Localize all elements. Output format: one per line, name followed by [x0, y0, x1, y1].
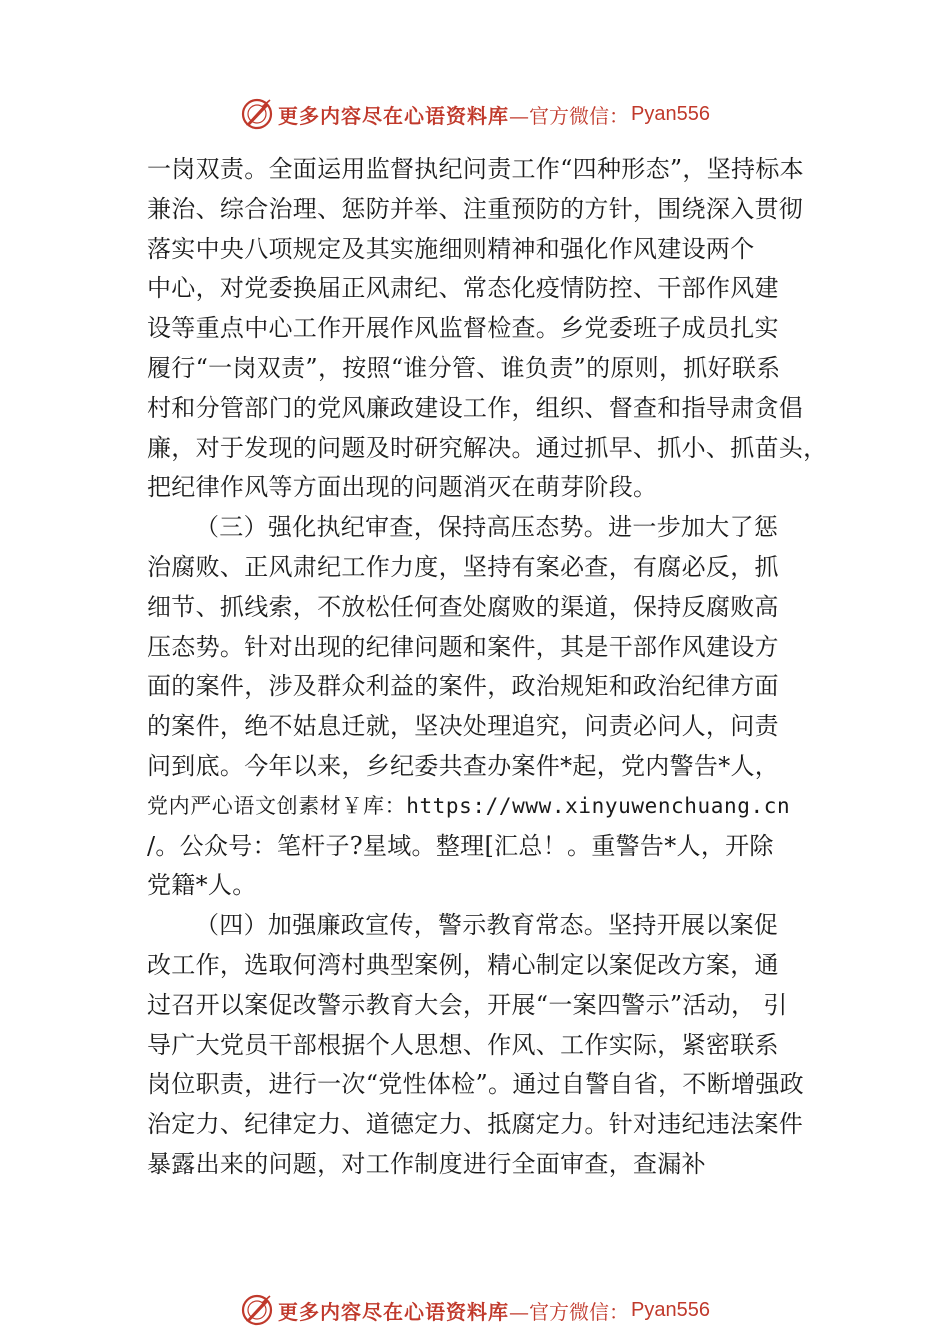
text-line: 履行“一岗双责”，按照“谁分管、谁负责”的原则，抓好联系: [147, 353, 781, 382]
text-line: 一岗双责。全面运用监督执纪问责工作“四种形态”，坚持标本: [147, 155, 804, 183]
watermark-subtitle: —官方微信：: [509, 103, 630, 128]
watermark-banner-top: [0, 94, 950, 134]
text-line: 岗位职责，进行一次“党性体检”。通过自警自省，不断增强政: [147, 1070, 804, 1099]
watermark-wechat-id: Pyan556: [631, 102, 710, 125]
watermark-wechat-id: Pyan556: [631, 1298, 710, 1321]
section-heading-line: （三）强化执纪审查，保持高压态势。进一步加大了惩: [195, 513, 779, 542]
text-line: 治定力、纪律定力、道德定力、抵腐定力。针对违纪违法案件: [147, 1110, 804, 1139]
text-line: 面的案件，涉及群众利益的案件，政治规矩和政治纪律方面: [147, 672, 779, 701]
quill-seal-icon: [240, 97, 274, 131]
text-line: 问到底。今年以来，乡纪委共查办案件*起，党内警告*人，: [147, 751, 780, 780]
text-line: 治腐败、正风肃纪工作力度，坚持有案必查，有腐必反，抓: [147, 552, 779, 581]
text-line: 兼治、综合治理、惩防并举、注重预防的方针，围绕深入贯彻: [147, 194, 804, 223]
text-line: 把纪律作风等方面出现的问题消灭在萌芽阶段。: [147, 473, 658, 502]
quill-seal-icon: [240, 1293, 274, 1327]
text-line: 导广大党员干部根据个人思想、作风、工作实际，紧密联系: [147, 1030, 779, 1059]
text-line: 的案件，绝不姑息迁就，坚决处理追究，问责必问人，问责: [147, 712, 779, 741]
text-line: 中心，对党委换届正风肃纪、常态化疫情防控、干部作风建: [147, 274, 779, 303]
text-line-with-url: 党内严心语文创素材￥库：https://www.xinyuwenchuang.cn: [147, 793, 791, 818]
section-heading-line: （四）加强廉政宣传，警示教育常态。坚持开展以案促: [195, 911, 779, 940]
text-line: 党籍*人。: [147, 871, 257, 900]
text-line: 改工作，选取何湾村典型案例，精心制定以案促改方案，通: [147, 950, 779, 979]
text-line: 暴露出来的问题，对工作制度进行全面审查，查漏补: [147, 1149, 706, 1178]
watermark-subtitle: —官方微信：: [509, 1299, 630, 1324]
watermark-title: 更多内容尽在心语资料库: [278, 1299, 510, 1324]
text-line: 落实中央八项规定及其实施细则精神和强化作风建设两个: [147, 234, 755, 263]
watermark-banner-bottom: [0, 1290, 950, 1330]
text-line: 廉，对于发现的问题及时研究解决。通过抓早、抓小、抓苗头，: [147, 433, 828, 462]
text-line: 设等重点中心工作开展作风监督检查。乡党委班子成员扎实: [147, 314, 779, 343]
document-body: [147, 150, 827, 1185]
text-line: 压态势。针对出现的纪律问题和案件，其是干部作风建设方: [147, 632, 779, 661]
text-line: 村和分管部门的党风廉政建设工作，组织、督查和指导肃贪倡: [147, 393, 804, 422]
text-line: 过召开以案促改警示教育大会，开展“一案四警示”活动， 引: [147, 990, 788, 1019]
text-line: 细节、抓线索，不放松任何查处腐败的渠道，保持反腐败高: [147, 592, 779, 621]
text-line: /。公众号：笔杆子?星域。整理[汇总！。重警告*人，开除: [147, 831, 774, 860]
watermark-title: 更多内容尽在心语资料库: [278, 103, 510, 128]
